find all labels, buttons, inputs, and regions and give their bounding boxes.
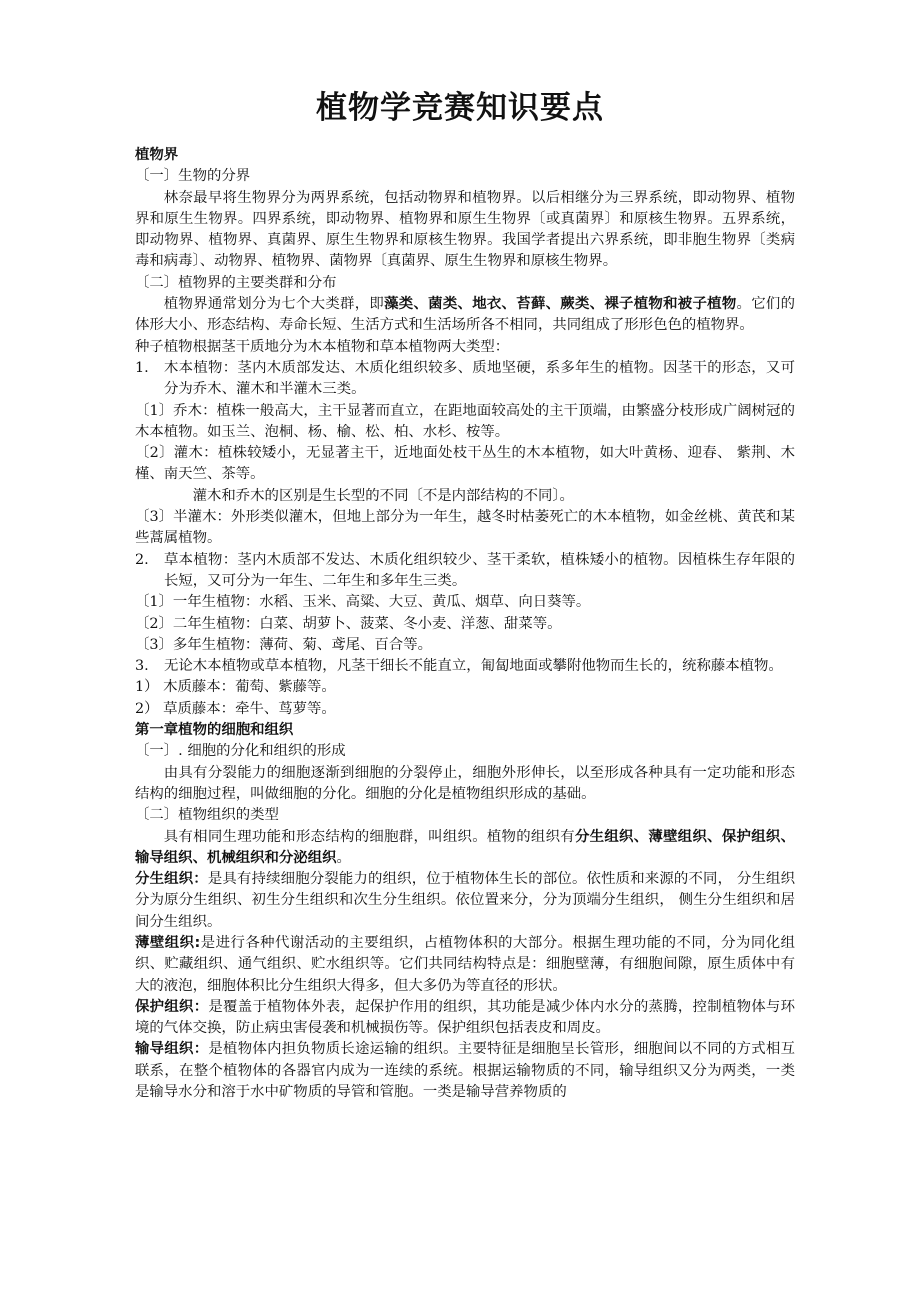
paragraph: 〔3〕半灌木：外形类似灌木，但地上部分为一年生，越冬时枯萎死亡的木本植物，如金丝桃、黄芪和某些蒿属植物。 <box>135 509 795 547</box>
paragraph-text: 植物界通常划分为七个大类群，即 <box>163 296 385 313</box>
bold-terms: 分生组织、薄壁组织、保护组织、输导组织、机械组织和分泌组织 <box>135 828 795 866</box>
paragraph <box>135 933 795 997</box>
item-text: 无论木本植物或草本植物，凡茎干细长不能直立，匍匐地面或攀附他物而生长的，统称藤本植物。 <box>164 658 783 675</box>
term-label: 输导组织： <box>135 1041 209 1058</box>
paragraph-text: 具有相同生理功能和形态结构的细胞群，叫组织。植物的组织有 <box>163 828 575 845</box>
paragraph-text: 是植物体内担负物质长途运输的组织。主要特征是细胞呈长管形，细胞间以不同的方式相互联系，在整个植物体的各器官内成为一连续的系统。根据运输物质的不同，输导组织又分为两类，一类是输导水分和溶于水中矿物质的导管和管胞。一类是输导营养物质的 <box>135 1041 795 1101</box>
item-text: 草本植物：茎内木质部不发达、木质化组织较少、茎干柔软，植株矮小的植物。因植株生存年限的长短，又可分为一年生、二年生和多年生三类。 <box>164 551 795 589</box>
paragraph-text: 是覆盖于植物体外表，起保护作用的组织，其功能是减少体内水分的蒸腾，控制植物体与环境的气体交换，防止病虫害侵袭和机械损伤等。保护组织包括表皮和周皮。 <box>135 998 795 1037</box>
paragraph: 种子植物根据茎干质地分为木本植物和草本植物两大类型： <box>135 338 510 355</box>
subsection-heading: 〔二〕植物界的主要类群和分布 <box>135 274 337 291</box>
subsection-heading: 〔一〕. 细胞的分化和组织的形成 <box>135 743 346 760</box>
document-title: 植物学竞赛知识要点 <box>316 90 604 126</box>
paragraph-text: 。它们的体形大小、形态结构、寿命长短、生活方式和生活场所各不相同，共同组成了形形色色的植物界。 <box>135 296 795 334</box>
term-label: 薄壁组织: <box>135 934 201 951</box>
paragraph <box>135 869 795 933</box>
item-number: 1. <box>135 359 149 376</box>
paragraph-text: 是具有持续细胞分裂能力的组织，位于植物体生长的部位。依性质和来源的不同， 分生组织分为原分生组织、初生分生组织和次生分生组织。依位置来分，分为顶端分生组织， 侧生分生组织和居间分生组织。 <box>135 871 795 930</box>
bold-terms: 藻类、菌类、地衣、苔藓、蕨类、裸子植物和被子植物 <box>384 296 737 313</box>
numbered-item <box>135 656 795 677</box>
paragraph: 由具有分裂能力的细胞逐渐到细胞的分裂停止，细胞外形伸长，以至形成各种具有一定功能和形态结构的细胞过程，叫做细胞的分化。细胞的分化是植物组织形成的基础。 <box>135 764 795 802</box>
paragraph: 灌木和乔木的区别是生长型的不同〔不是内部结构的不同〕。 <box>192 487 574 504</box>
list-item: 2） 草质藤本：牵牛、茑萝等。 <box>135 700 336 717</box>
list-item: 1） 木质藤本：葡萄、紫藤等。 <box>135 679 336 696</box>
paragraph: 〔2〕二年生植物：白菜、胡萝卜、菠菜、冬小麦、洋葱、甜菜等。 <box>135 615 562 632</box>
paragraph: 〔2〕灌木：植株较矮小，无显著主干，近地面处枝干丛生的木本植物，如大叶黄杨、迎春、 紫荆、木槿、南天竺、茶等。 <box>135 445 795 483</box>
paragraph: 〔1〕乔木：植株一般高大，主干显著而直立，在距地面较高处的主干顶端，由繁盛分枝形成广阔树冠的木本植物。如玉兰、泡桐、杨、榆、松、柏、水杉、桉等。 <box>135 402 795 440</box>
paragraph <box>135 1039 795 1103</box>
term-label: 分生组织： <box>135 871 208 888</box>
paragraph-text: 是进行各种代谢活动的主要组织，占植物体积的大部分。根据生理功能的不同，分为同化组织、贮藏组织、通气组织、贮水组织等。它们共同结构特点是：细胞壁薄，有细胞间隙，原生质体中有大的液泡，细胞体积比分生组织大得多，但大多仍为等直径的形状。 <box>135 934 795 994</box>
numbered-item <box>135 358 795 401</box>
paragraph-text: 。 <box>336 849 351 866</box>
subsection-heading: 〔一〕生物的分界 <box>135 168 251 185</box>
section-heading: 植物界 <box>135 147 179 163</box>
item-number: 3. <box>135 658 149 675</box>
paragraph <box>135 827 795 870</box>
term-label: 保护组织： <box>135 998 209 1015</box>
item-number: 2. <box>135 551 149 568</box>
paragraph: 林奈最早将生物界分为两界系统，包括动物界和植物界。以后相继分为三界系统，即动物界、植物界和原生生物界。四界系统，即动物界、植物界和原生生物界〔或真菌界〕和原核生物界。五界系统，即动物界、植物界、真菌界、原生生物界和原核生物界。我国学者提出六界系统，即非胞生物界〔类病毒和病毒〕、动物界、植物界、菌物界〔真菌界、原生生物界和原核生物界。 <box>135 189 795 270</box>
item-text: 木本植物：茎内木质部发达、木质化组织较多、质地坚硬，系多年生的植物。因茎干的形态，又可分为乔木、灌木和半灌木三类。 <box>164 359 795 398</box>
paragraph: 〔3〕多年生植物：薄荷、菊、鸢尾、百合等。 <box>135 636 432 653</box>
paragraph: 〔1〕一年生植物：水稻、玉米、高粱、大豆、黄瓜、烟草、向日葵等。 <box>135 594 591 611</box>
paragraph <box>135 997 795 1040</box>
paragraph <box>135 294 795 337</box>
numbered-item <box>135 550 795 593</box>
subsection-heading: 〔二〕植物组织的类型 <box>135 807 279 824</box>
document-body <box>135 145 795 1103</box>
chapter-heading: 第一章植物的细胞和组织 <box>135 722 294 739</box>
